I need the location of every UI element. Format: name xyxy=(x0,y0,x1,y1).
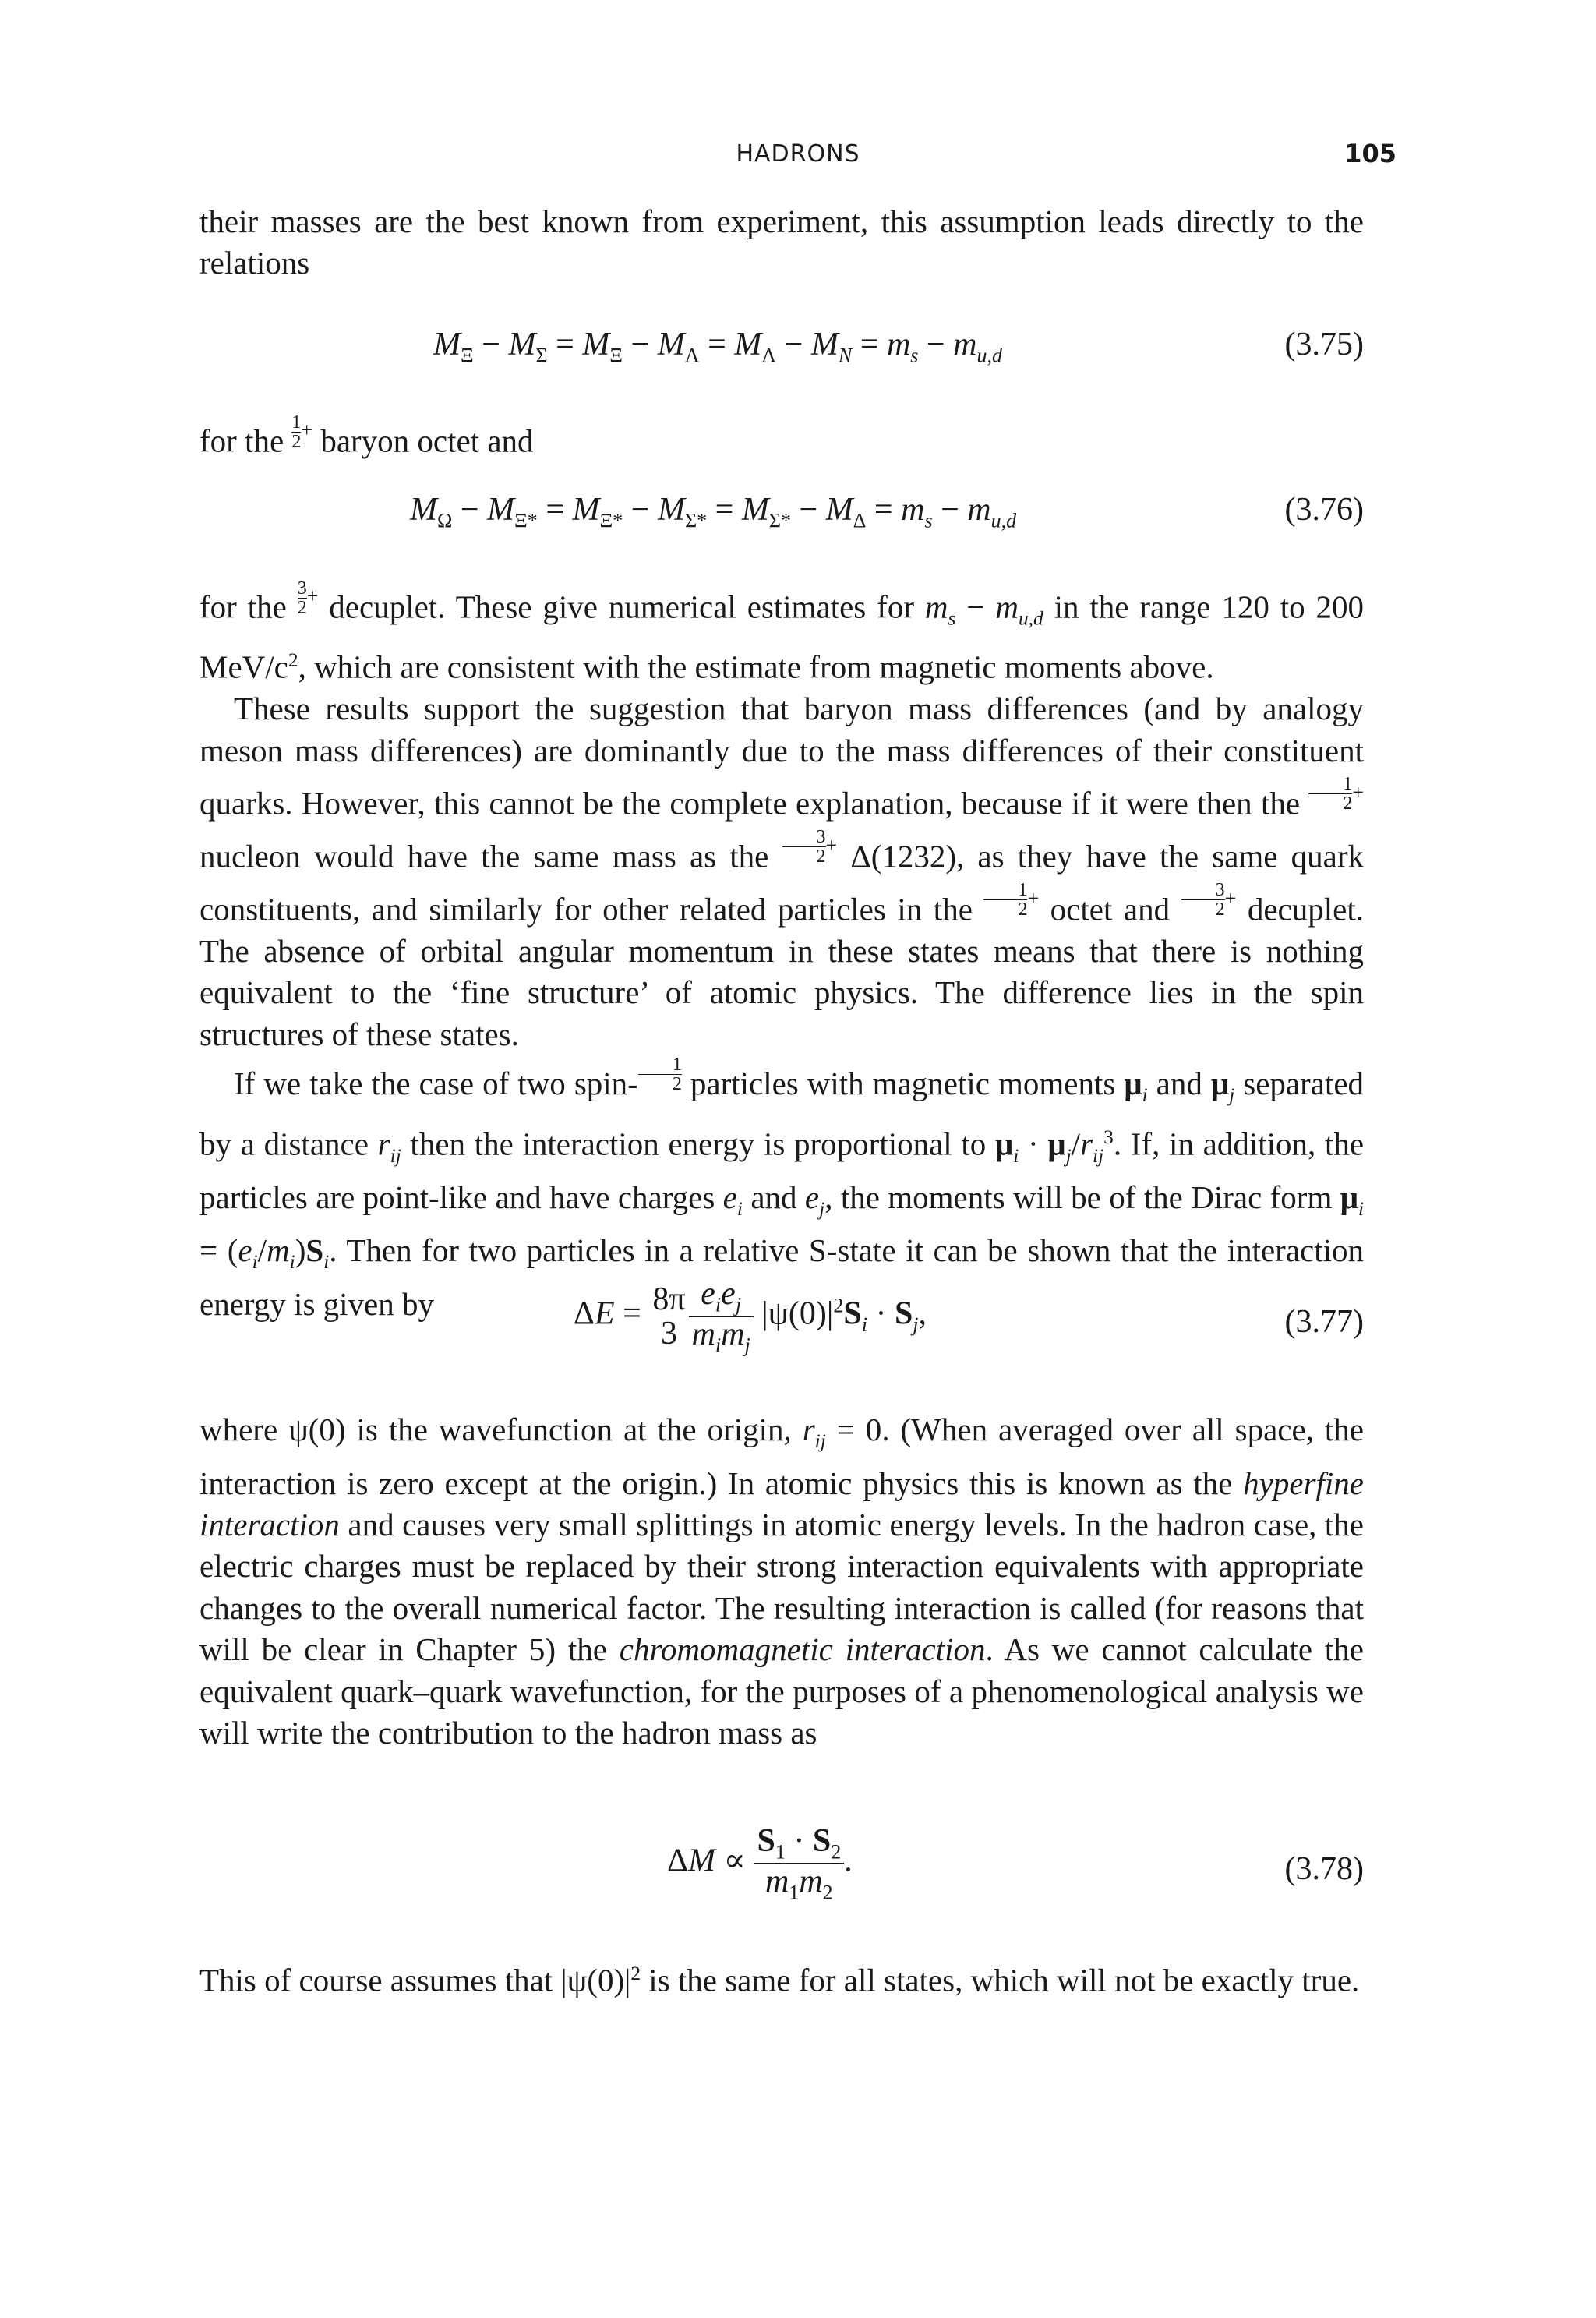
text-run: and causes very small splittings in atomic energy levels. In the hadron case, the electric charges must be replaced by their strong interaction equivalents with appropriate changes to the overall numerical factor. The resulting interaction is called (for reasons that will be clear in Chapter 5) the xyxy=(200,1507,1364,1668)
paragraph-6: where ψ(0) is the wavefunction at the origin, $r_{ij} = 0$. (When averaged over all space, the interaction is zero except at the origin.) In atomic physics this is known as the hyperfine interaction and causes very small splittings in atomic energy levels. In the hadron case, the electric charges must be replaced by their strong interaction equivalents with appropriate changes to the overall numerical factor. The resulting interaction is called (for reasons that will be clear in Chapter 5) the chromomagnetic interaction. As we cannot calculate the equivalent quark–quark wavefunction, for the purposes of a phenomenological analysis we will write the contribution to the hadron mass as xyxy=(200,1412,1365,1751)
fraction: $\frac{1}{2}$ xyxy=(983,881,1027,919)
text-run: in the range 120 to 200 MeV/c xyxy=(200,588,1365,685)
fraction: $\frac{3}{2}$ xyxy=(297,578,307,618)
fraction: $\frac{3}{2}$ xyxy=(1181,881,1225,919)
equation-body: ΔE = 8π 3 $\frac{e_ie_j}{m_im_j}$ $|\psi(0)|^2S_i \cdot S_j$, xyxy=(574,1276,927,1357)
emphasis: hyperfine interaction xyxy=(200,1465,1365,1542)
text-run: . (When averaged over all space, the interaction is zero except at the origin.) In atomic physics this is known as the xyxy=(200,1412,1364,1501)
text-run: . As we cannot calculate the equivalent quark–quark wavefunction, for the purposes of a phenomenological analysis we will write the contribution to the hadron mass as xyxy=(200,1631,1365,1751)
text-run: nucleon would have the same mass as the xyxy=(200,838,769,875)
equation-number: (3.75) xyxy=(1284,327,1364,362)
text-run: . Then for two particles in a relative S-state it can be shown that the interaction energy is given by xyxy=(200,1232,1364,1322)
paragraph-3: for the $\frac{3}{2}$ + decuplet. These give numerical estimates for $m_s - m_{u,d}$ in the range 120 to 200 MeV/$c^2$, which are consistent with the estimate from magnetic moments above. These results support the suggestion that baryon mass differences (and by analogy meson mass differences) are dominantly due to the mass differences of their constituent quarks. However, this cannot be the complete explanation, because if it were then the $\frac{1}{2}$ + nucleon would have the same mass as the $\frac{3}{2}$ + Δ(1232), as they have the same quark constituents, and similarly for other related particles in the $\frac{1}{2}$ + octet and $\frac{3}{2}$ + decuplet. The absence of orbital angular momentum in these states means that there is nothing equivalent to the ‘fine structure’ of atomic physics. The difference lies in the spin structures of these states. If we take the case of two spin- $\frac{1}{2}$ particles with magnetic moments $\mu_i$ and $\mu_j$ separated by a distance $r_{ij}$ then the interaction energy is proportional to $\mu_i \cdot \mu_j/r_{ij}^3$. If, in addition, the particles are point-like and have charges $e_i$ and $e_j$, the moments will be of the Dirac form $\mu_i = (e_i/m_i)S_i$. Then for two particles in a relative S-state it can be shown that the interaction energy is given by xyxy=(200,578,1365,1322)
paragraph-text: their masses are the best known from experiment, this assumption leads directly to the relations xyxy=(200,203,1364,281)
text-run: for the xyxy=(200,588,287,625)
text-run: separated by a distance xyxy=(200,1065,1365,1162)
text-run: This of course assumes that |ψ(0)| xyxy=(200,1962,631,1998)
equation-number: (3.77) xyxy=(1284,1304,1364,1340)
paragraph-2: for the $\frac{1}{2}$ + baryon octet and xyxy=(200,412,534,459)
equation-body: $M_\Omega - M_{\Xi*} = M_{\Xi*} - M_{\Sigma*} = M_{\Sigma*} - M_\Delta = m_s - m_{u,d}$ xyxy=(410,492,1017,532)
equation-3-77 xyxy=(200,1277,1364,1370)
text-run: is the same for all states, which will not be exactly true. xyxy=(648,1962,1360,1998)
page-number: 105 xyxy=(1344,139,1396,168)
fraction: $\frac{3}{2}$ xyxy=(782,828,826,866)
text-run: then the interaction energy is proportional to xyxy=(410,1125,987,1162)
fraction: $\frac{1}{2}$ xyxy=(1308,775,1352,813)
text-run: , which are consistent with the estimate from magnetic moments above. xyxy=(298,648,1214,685)
text-run: and xyxy=(1156,1065,1202,1101)
paragraph-7: This of course assumes that $|\psi(0)|^2$ is the same for all states, which will not be exactly true. xyxy=(200,1962,1360,1998)
text-run: where ψ(0) is the wavefunction at the origin, xyxy=(200,1412,792,1447)
text-run: , the moments will be of the Dirac form xyxy=(824,1178,1333,1215)
text-run: If we take the case of two spin- xyxy=(234,1065,638,1101)
text-run: and xyxy=(750,1178,797,1215)
emphasis: chromomagnetic interaction xyxy=(619,1631,986,1668)
fraction: $\frac{1}{2}$ xyxy=(291,412,302,452)
text-run: octet and xyxy=(1050,891,1171,928)
text-run: Δ(1232), as they have the same quark constituents, and similarly for other related particles in the xyxy=(200,838,1364,928)
paragraph-1 xyxy=(200,201,1364,284)
fraction: $\frac{1}{2}$ xyxy=(638,1055,682,1094)
equation-number: (3.78) xyxy=(1284,1851,1364,1887)
equation-body: ΔM ∝ $\frac{S_1 \cdot S_2}{m_1m_2}$ . xyxy=(667,1823,853,1904)
text-run: decuplet. The absence of orbital angular momentum in these states means that there is nothing equivalent to the ‘fine structure’ of atomic physics. The difference lies in the spin structures of these states. xyxy=(200,891,1364,1052)
text-run: decuplet. These give numerical estimates for xyxy=(329,588,914,625)
text-run: These results support the suggestion that baryon mass differences (and by analogy meson mass differences) are dominantly due to the mass differences of their constituent quarks. However, this cannot be the complete explanation, because if it were then the xyxy=(200,691,1364,822)
chapter-title: HADRONS xyxy=(736,140,860,168)
text-run: particles with magnetic moments xyxy=(690,1065,1116,1101)
equation-body: $M_\Xi - M_\Sigma = M_\Xi - M_\Lambda = M_\Lambda - M_N = m_s - m_{u,d}$ xyxy=(433,327,1002,367)
equation-number: (3.76) xyxy=(1284,492,1364,528)
running-head xyxy=(200,137,1396,171)
text-run: for the xyxy=(200,422,284,459)
text-run: baryon octet and xyxy=(320,422,534,459)
text-run: . If, in addition, the particles are point-like and have charges xyxy=(200,1125,1365,1215)
equation-3-78 xyxy=(200,1824,1364,1917)
